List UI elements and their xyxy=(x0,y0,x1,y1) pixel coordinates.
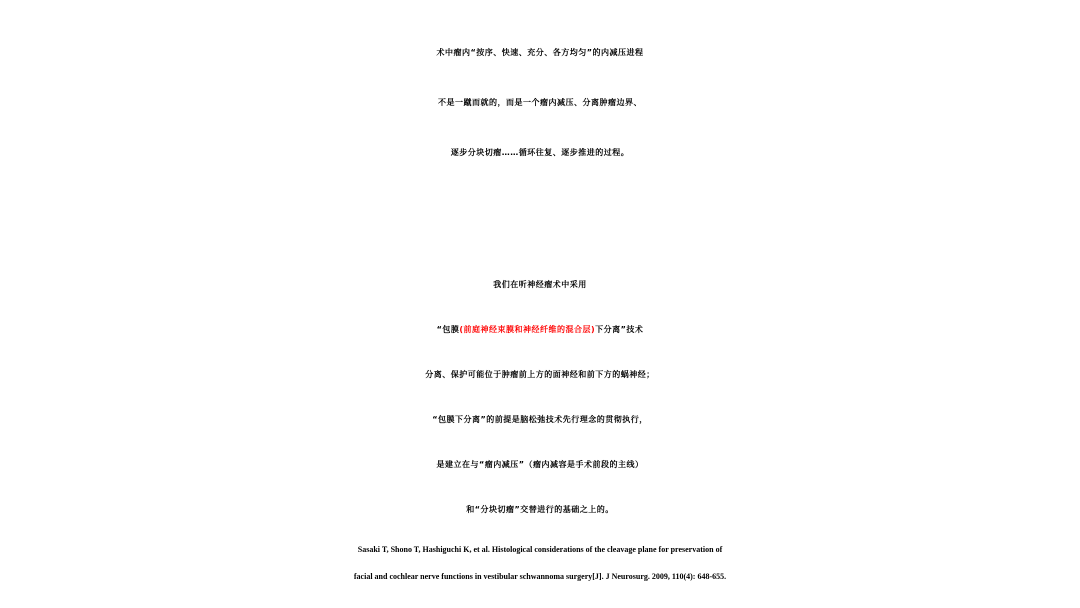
intro-paragraph xyxy=(0,28,1080,178)
technique-line-2 xyxy=(0,307,1080,352)
technique-line-3: 分离、保护可能位于肿瘤前上方的面神经和前下方的蜗神经； xyxy=(425,370,655,379)
technique-line-1: 我们在听神经瘤术中采用 xyxy=(493,280,587,289)
intro-line-1: 术中瘤内“按序、快速、充分、各方均匀”的内减压进程 xyxy=(436,48,644,57)
reference-line-2: facial and cochlear nerve functions in vestibular schwannoma surgery[J]. J Neurosurg. 2009, 110(4): 648-655. xyxy=(353,572,727,581)
technique-line-5: 是建立在与“瘤内减压”（瘤内减容是手术前段的主线） xyxy=(436,460,644,469)
intro-line-2: 不是一蹴而就的，而是一个瘤内减压、分离肿瘤边界、 xyxy=(438,98,642,107)
technique-name-suffix: 下分离”技术 xyxy=(595,325,644,334)
capsule-term: “包膜 xyxy=(436,325,460,334)
technique-line-4: “包膜下分离”的前提是脑松弛技术先行理念的贯彻执行， xyxy=(432,415,648,424)
reference-line-1: Sasaki T, Shono T, Hashiguchi K, et al. Histological considerations of the cleavage plane for preservation of xyxy=(357,545,723,554)
reference-citation xyxy=(0,536,1080,590)
technique-paragraph xyxy=(0,262,1080,532)
technique-line-6: 和“分块切瘤”交替进行的基础之上的。 xyxy=(466,505,614,514)
intro-line-3: 逐步分块切瘤……循环往复、逐步推进的过程。 xyxy=(450,148,630,157)
capsule-definition-highlight: (前庭神经束膜和神经纤维的混合层) xyxy=(459,325,596,334)
